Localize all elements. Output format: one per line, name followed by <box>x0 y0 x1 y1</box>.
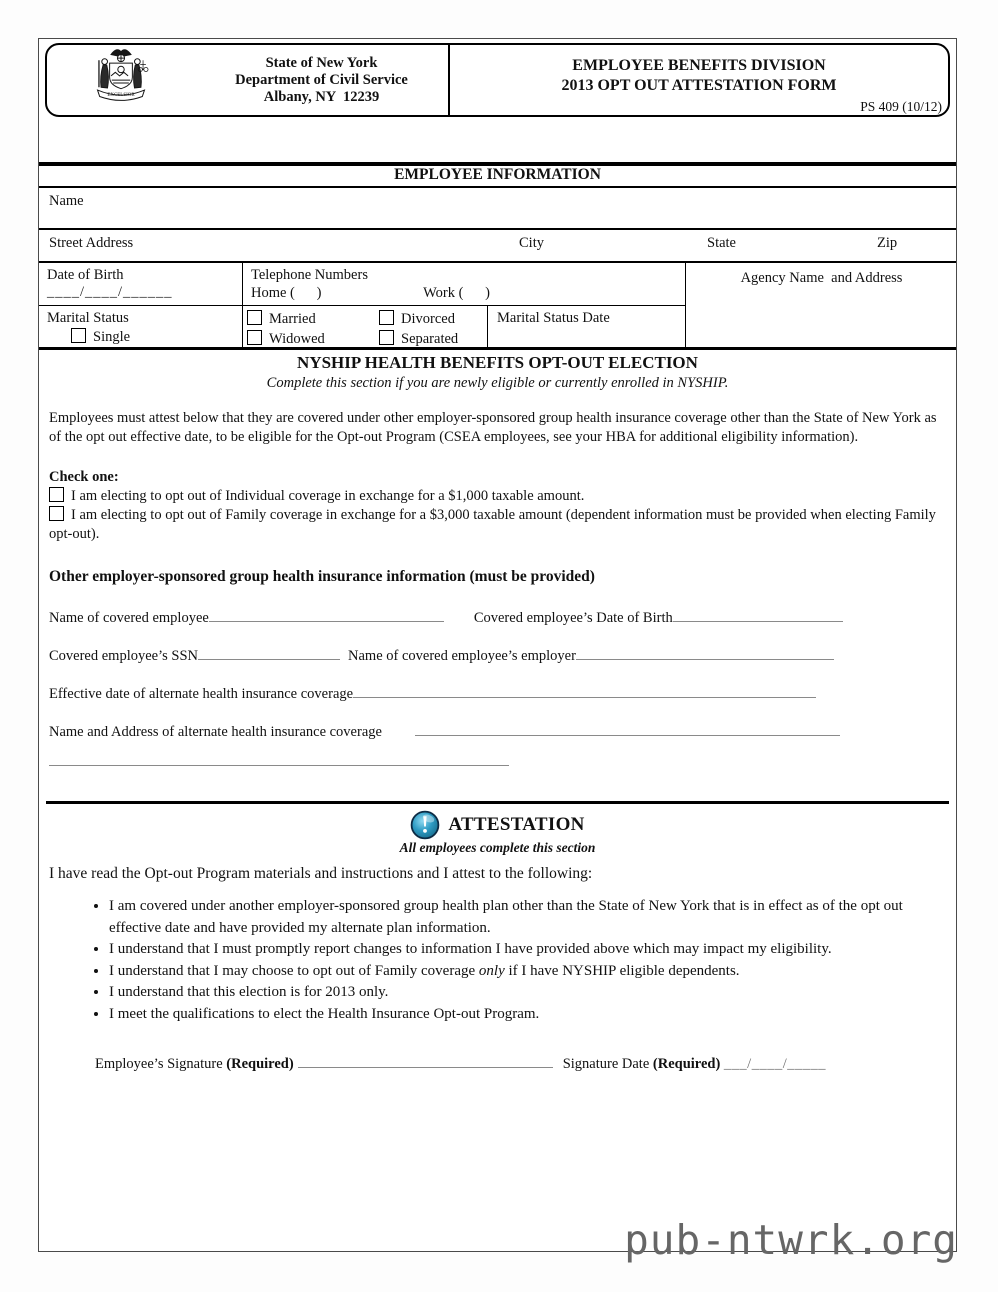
city-label: City <box>519 235 544 251</box>
agency-line: State of New York <box>265 55 378 71</box>
family-optout-text: I am electing to opt out of Family coverage in exchange for a $3,000 taxable amount (dependent information must be provided when electing Family opt-out). <box>49 507 936 542</box>
signature-date-required-label: (Required) <box>652 1056 721 1072</box>
attestation-bullet: • I am covered under another employer-sponsored group health plan other than the State of New York that is in effect as of the opt out effective date and have provided my alternate plan information. <box>109 896 954 939</box>
telephone-label: Telephone Numbers <box>251 267 368 283</box>
checkbox-single[interactable] <box>71 328 86 343</box>
marital-status-label: Marital Status <box>47 310 129 326</box>
marital-status-date-label: Marital Status Date <box>497 310 610 326</box>
check-one-label: Check one: <box>49 469 119 485</box>
married-label: Married <box>269 311 316 327</box>
single-label: Single <box>93 329 131 345</box>
other-insurance-heading: Other employer-sponsored group health insurance information (must be provided) <box>49 568 595 585</box>
optout-section-subtitle: Complete this section if you are newly eligible or currently enrolled in NYSHIP. <box>266 375 729 391</box>
agency-address-block <box>195 45 448 115</box>
widowed-label: Widowed <box>269 331 325 347</box>
zip-label: Zip <box>877 235 898 251</box>
checkbox-individual-optout[interactable] <box>49 487 64 502</box>
division-title-block <box>448 45 948 115</box>
street-address-label: Street Address <box>49 235 134 251</box>
division-title: EMPLOYEE BENEFITS DIVISION <box>572 57 826 74</box>
attestation-bullet: • I understand that I may choose to opt out of Family coverage only if I have NYSHIP eligible dependents. <box>109 961 954 983</box>
new-york-state-seal-icon <box>81 46 161 115</box>
grid-divider <box>39 305 685 306</box>
checkbox-married[interactable] <box>247 310 262 325</box>
checkbox-separated[interactable] <box>379 330 394 345</box>
checkbox-divorced[interactable] <box>379 310 394 325</box>
effective-date-blank[interactable] <box>353 684 816 698</box>
optout-intro-paragraph: Employees must attest below that they are covered under other employer-sponsored group health insurance coverage other than the State of New York as of the opt out effective date, to be eligible for the Opt-out Program (CSEA employees, see your HBA for additional eligibility information). <box>49 410 937 445</box>
form-number: PS 409 (10/12) <box>860 98 942 114</box>
checkbox-widowed[interactable] <box>247 330 262 345</box>
signature-blank[interactable] <box>298 1054 553 1068</box>
employee-info-grid <box>39 263 956 347</box>
covered-employer-label: Name of covered employee’s employer <box>348 648 576 664</box>
address-field-row[interactable] <box>39 230 956 263</box>
signature-label: Employee’s Signature <box>95 1056 227 1072</box>
name-field-row[interactable] <box>39 188 956 230</box>
state-label: State <box>707 235 736 251</box>
signature-date-blank[interactable]: ___/____/_____ <box>723 1056 826 1072</box>
attestation-bullet: • I understand that I must promptly report changes to information I have provided above which may impact my eligibility. <box>109 939 954 961</box>
checkbox-family-optout[interactable] <box>49 506 64 521</box>
grid-divider <box>487 305 488 347</box>
optout-section-title: NYSHIP HEALTH BENEFITS OPT-OUT ELECTION <box>297 353 698 372</box>
work-phone-field[interactable]: Work ( ) <box>423 285 490 301</box>
covered-dob-label: Covered employee’s Date of Birth <box>473 610 673 626</box>
agency-line: Albany, NY 12239 <box>263 89 380 105</box>
alt-name-address-blank-2[interactable] <box>49 752 509 766</box>
dob-blank-field[interactable]: ____/____/______ <box>47 284 173 300</box>
agency-line: Department of Civil Service <box>235 72 408 88</box>
form-title: 2013 OPT OUT ATTESTATION FORM <box>561 76 837 94</box>
individual-optout-text: I am electing to opt out of Individual coverage in exchange for a $1,000 taxable amount. <box>71 488 585 504</box>
watermark: pub-ntwrk.org <box>624 1216 958 1264</box>
attestation-subtitle: All employees complete this section <box>399 840 596 855</box>
alt-name-address-blank[interactable] <box>415 722 840 736</box>
covered-employee-label: Name of covered employee <box>49 610 209 626</box>
employee-information-section-title: EMPLOYEE INFORMATION <box>39 162 956 188</box>
form-page <box>38 38 957 1252</box>
home-phone-field[interactable]: Home ( ) <box>251 285 322 301</box>
effective-date-label: Effective date of alternate health insurance coverage <box>49 686 354 702</box>
covered-ssn-blank[interactable] <box>198 646 340 660</box>
seal-cell <box>47 45 195 115</box>
family-optout-option <box>49 506 946 544</box>
signature-required-label: (Required) <box>226 1056 294 1072</box>
attestation-bullet: • I understand that this election is for 2013 only. <box>109 982 954 1004</box>
individual-optout-option <box>49 487 946 506</box>
attestation-bullet-list <box>39 896 954 1025</box>
attestation-divider <box>46 801 949 804</box>
covered-ssn-label: Covered employee’s SSN <box>49 648 199 664</box>
name-label: Name <box>49 193 84 209</box>
alt-name-address-label: Name and Address of alternate health insurance coverage <box>49 724 382 740</box>
covered-employer-blank[interactable] <box>576 646 834 660</box>
attestation-title: ATTESTATION <box>448 814 585 835</box>
divorced-label: Divorced <box>401 311 455 327</box>
signature-date-label: Signature Date <box>562 1056 653 1072</box>
covered-employee-blank[interactable] <box>209 608 444 622</box>
attestation-intro: I have read the Opt-out Program materials and instructions and I attest to the following: <box>49 865 593 882</box>
exclamation-circle-icon <box>410 810 440 840</box>
optout-election-section <box>39 347 956 771</box>
agency-name-address-label: Agency Name and Address <box>740 270 903 286</box>
covered-dob-blank[interactable] <box>673 608 843 622</box>
dob-label: Date of Birth <box>47 267 124 283</box>
form-header <box>45 43 950 117</box>
separated-label: Separated <box>401 331 459 347</box>
attestation-bullet: • I meet the qualifications to elect the Health Insurance Opt-out Program. <box>109 1004 954 1026</box>
svg-text:EXCELSIOR: EXCELSIOR <box>107 92 135 98</box>
